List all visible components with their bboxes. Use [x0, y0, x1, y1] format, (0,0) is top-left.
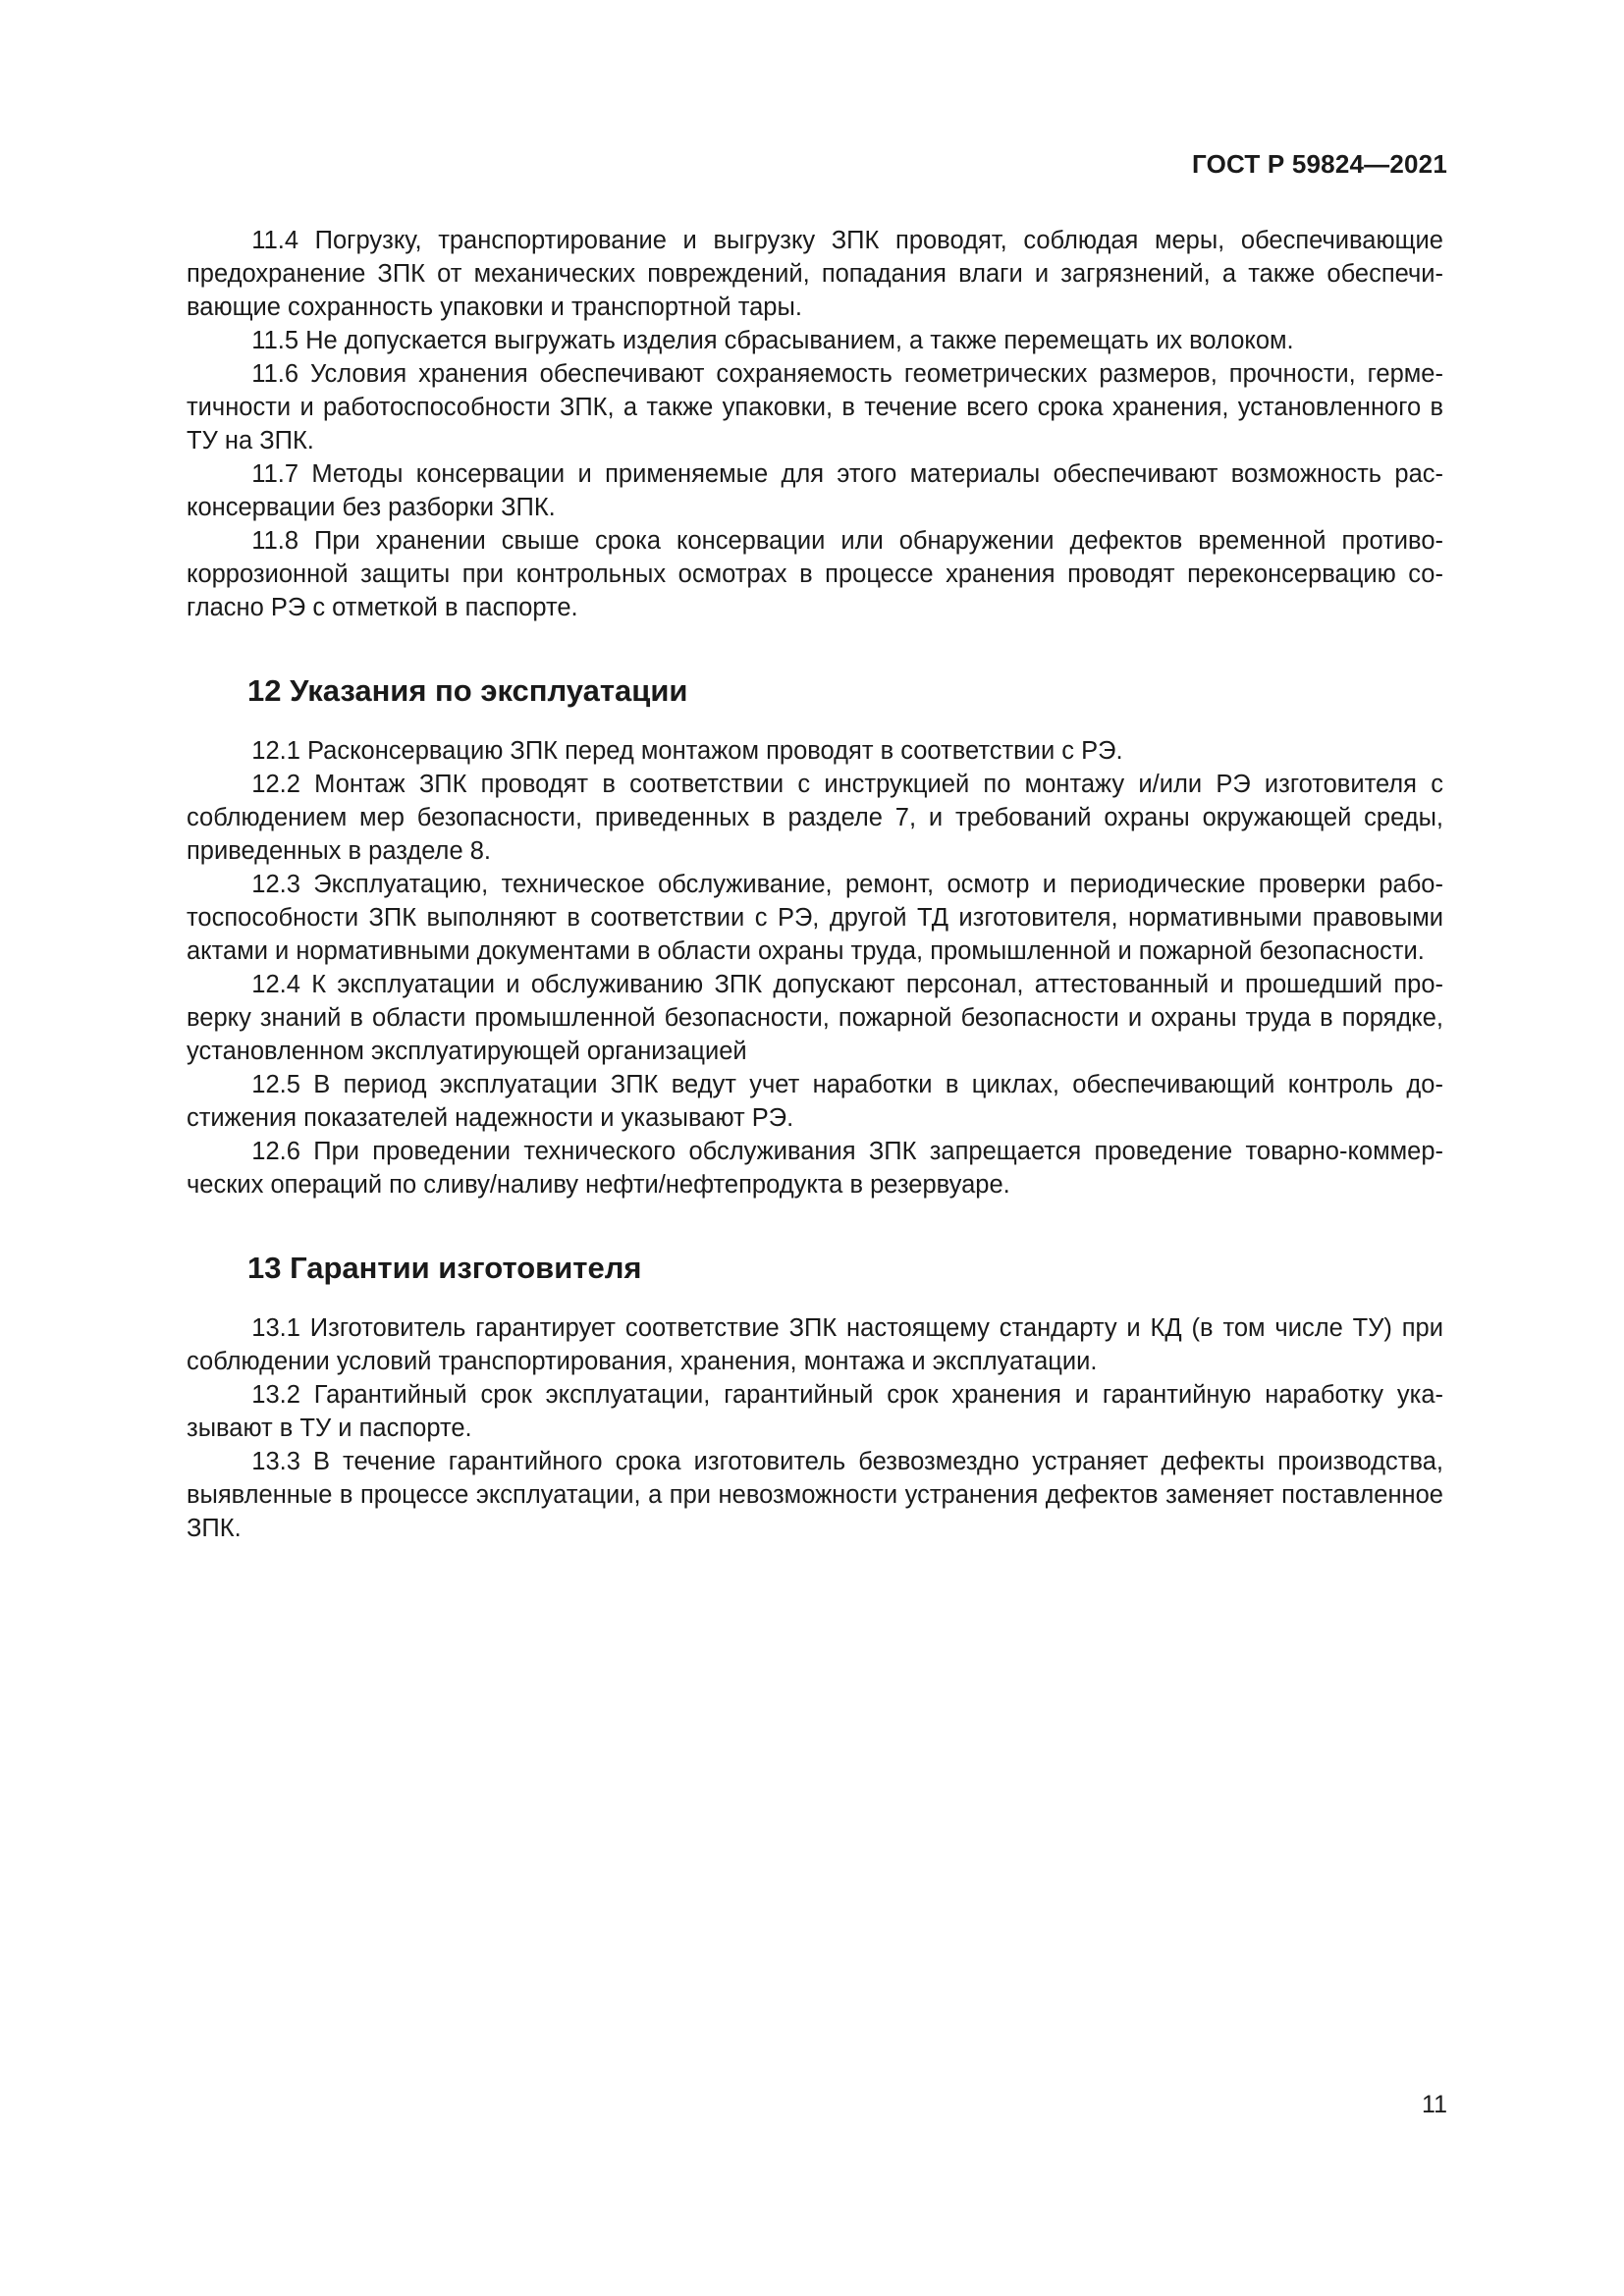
paragraph-13-1: 13.1 Изготовитель гарантирует соответствие ЗПК настоящему стандарту и КД (в том числе ТУ) при соблюдении условий транспортирования, хранения, монтажа и эксплуатации.	[187, 1314, 1443, 1375]
page-number: 11	[1422, 2091, 1447, 2118]
paragraph-12-5: 12.5 В период эксплуатации ЗПК ведут учет наработки в циклах, обеспечивающий контроль достижения показателей надежности и указывают РЭ.	[187, 1071, 1443, 1132]
paragraph-13-3: 13.3 В течение гарантийного срока изготовитель безвозмездно устраняет дефекты производства, выявленные в процессе эксплуатации, а при невозможности устранения дефектов заменяет поставленное ЗПК.	[187, 1448, 1443, 1542]
section-12-heading: 12 Указания по эксплуатации	[247, 673, 688, 708]
paragraph-12-3: 12.3 Эксплуатацию, техническое обслуживание, ремонт, осмотр и периодические проверки работоспособности ЗПК выполняют в соответствии с РЭ, другой ТД изготовителя, нормативными правовыми актами и нормативными документами в области охраны труда, промышленной и пожарной безопасности.	[187, 871, 1443, 965]
paragraph-12-2: 12.2 Монтаж ЗПК проводят в соответствии с инструкцией по монтажу и/или РЭ изготовителя с соблюдением мер безопасности, приведенных в разделе 7, и требований охраны окружающей среды, приведенных в разделе 8.	[187, 771, 1443, 865]
paragraph-13-2: 13.2 Гарантийный срок эксплуатации, гарантийный срок хранения и гарантийную наработку указывают в ТУ и паспорте.	[187, 1381, 1443, 1442]
document-id-header: ГОСТ Р 59824—2021	[1192, 149, 1447, 179]
paragraph-11-4: 11.4 Погрузку, транспортирование и выгрузку ЗПК проводят, соблюдая меры, обеспечивающие предохранение ЗПК от механических повреждений, попадания влаги и загрязнений, а также обеспечивающие сохранность упаковки и транспортной тары.	[187, 227, 1443, 321]
section-11	[187, 224, 1443, 624]
document-body	[187, 224, 1443, 1545]
paragraph-12-4: 12.4 К эксплуатации и обслуживанию ЗПК допускают персонал, аттестованный и прошедший проверку знаний в области промышленной безопасности, пожарной безопасности и охраны труда в порядке, установленном эксплуатирующей организацией	[187, 971, 1443, 1065]
paragraph-11-5: 11.5 Не допускается выгружать изделия сбрасыванием, а также перемещать их волоком.	[251, 327, 1294, 354]
section-13	[187, 1249, 1443, 1545]
section-13-heading: 13 Гарантии изготовителя	[247, 1251, 642, 1285]
paragraph-11-7: 11.7 Методы консервации и применяемые для этого материалы обеспечивают возможность расконсервации без разборки ЗПК.	[187, 460, 1443, 521]
paragraph-12-6: 12.6 При проведении технического обслуживания ЗПК запрещается проведение товарно-коммерческих операций по сливу/наливу нефти/нефтепродукта в резервуаре.	[187, 1138, 1443, 1199]
section-12	[187, 671, 1443, 1201]
paragraph-11-6: 11.6 Условия хранения обеспечивают сохраняемость геометрических размеров, прочности, герметичности и работоспособности ЗПК, а также упаковки, в течение всего срока хранения, установленного в ТУ на ЗПК.	[187, 360, 1443, 454]
paragraph-12-1: 12.1 Расконсервацию ЗПК перед монтажом проводят в соответствии с РЭ.	[251, 737, 1123, 765]
paragraph-11-8: 11.8 При хранении свыше срока консервации или обнаружении дефектов временной противокоррозионной защиты при контрольных осмотрах в процессе хранения проводят переконсервацию согласно РЭ с отметкой в паспорте.	[187, 527, 1443, 621]
